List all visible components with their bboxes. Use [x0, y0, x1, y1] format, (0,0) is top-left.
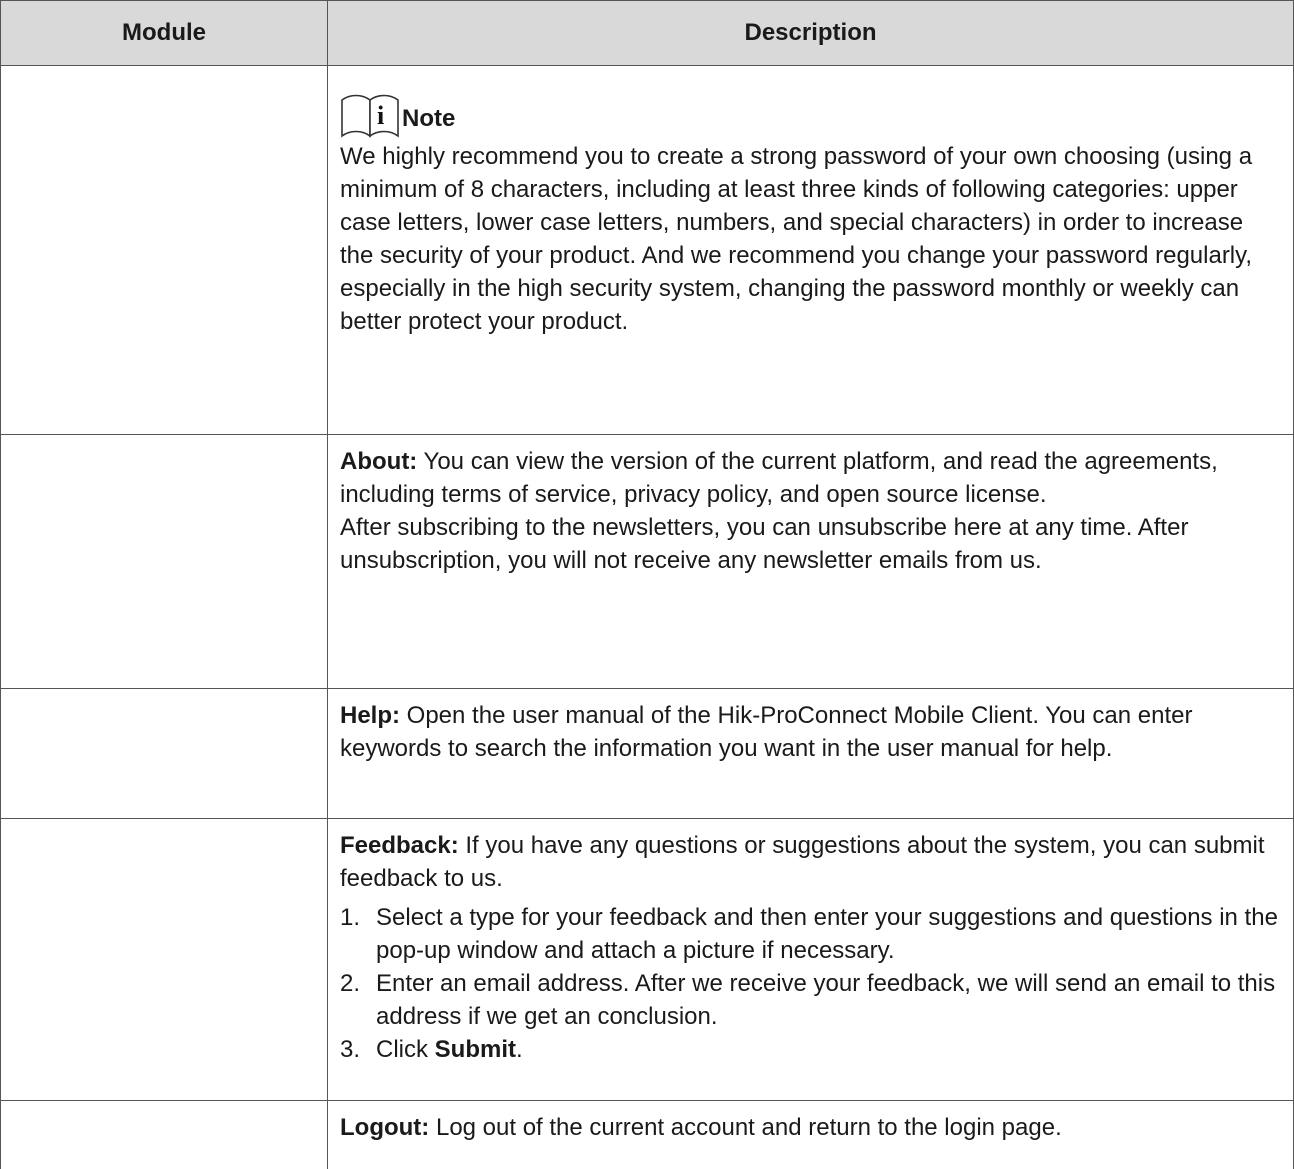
step-text-suffix: .	[516, 1036, 523, 1063]
feedback-steps	[340, 901, 1281, 1066]
about-paragraph	[340, 445, 1281, 511]
feedback-title: Feedback:	[340, 832, 459, 859]
header-description: Description	[328, 1, 1294, 66]
step-text: Select a type for your feedback and then enter your suggestions and questions in the pop-up window and attach a picture if necessary.	[376, 904, 1278, 964]
feedback-paragraph	[340, 829, 1281, 895]
step-text	[376, 1033, 1281, 1066]
header-module: Module	[1, 1, 328, 66]
table-row-about	[1, 435, 1294, 689]
about-cell	[328, 435, 1294, 689]
feedback-text: If you have any questions or suggestions about the system, you can submit feedback to us.	[340, 832, 1265, 892]
logout-title: Logout:	[340, 1114, 430, 1141]
logout-text: Log out of the current account and return to the login page.	[429, 1114, 1062, 1141]
step-text-prefix: Click	[376, 1036, 435, 1063]
table-header-row	[1, 1, 1294, 66]
module-cell	[1, 819, 328, 1101]
logout-paragraph	[340, 1111, 1281, 1144]
note-text: We highly recommend you to create a strong password of your own choosing (using a minimum of 8 characters, including at least three kinds of following categories: upper case letters, lower case letters, numbers, and special characters) in order to increase the security of your product. And we recommend you change your password regularly, especially in the high security system, changing the password monthly or weekly can better protect your product.	[340, 143, 1253, 335]
logout-cell	[328, 1101, 1294, 1169]
about-title: About:	[340, 448, 418, 475]
step-text: Enter an email address. After we receive your feedback, we will send an email to this address if we get an conclusion.	[376, 970, 1276, 1030]
help-text: Open the user manual of the Hik-ProConnect Mobile Client. You can enter keywords to search the information you want in the user manual for help.	[340, 702, 1193, 762]
module-cell	[1, 1101, 328, 1169]
feedback-step	[340, 901, 1281, 967]
about-text: You can view the version of the current platform, and read the agreements, including terms of service, privacy policy, and open source license.	[340, 448, 1218, 508]
step-number: 3.	[340, 1036, 361, 1063]
note-label: Note	[402, 105, 456, 132]
module-cell	[1, 689, 328, 819]
table-row-note	[1, 66, 1294, 435]
feedback-step	[340, 967, 1281, 1033]
submit-label: Submit	[434, 1036, 516, 1063]
help-title: Help:	[340, 702, 400, 729]
help-cell	[328, 689, 1294, 819]
step-number: 2.	[340, 970, 361, 997]
table-row-feedback	[1, 819, 1294, 1101]
help-paragraph	[340, 699, 1281, 765]
note-heading	[340, 66, 1281, 138]
module-cell	[1, 66, 328, 435]
svg-text:i: i	[377, 101, 385, 130]
table-row-help	[1, 689, 1294, 819]
step-number: 1.	[340, 904, 361, 931]
note-info-icon	[340, 92, 400, 138]
feedback-cell	[328, 819, 1294, 1101]
module-cell	[1, 435, 328, 689]
feedback-step	[340, 1033, 1281, 1066]
note-cell	[328, 66, 1294, 435]
table-row-logout	[1, 1101, 1294, 1169]
about-newsletter-text: After subscribing to the newsletters, you can unsubscribe here at any time. After unsubscription, you will not receive any newsletter emails from us.	[340, 514, 1189, 574]
